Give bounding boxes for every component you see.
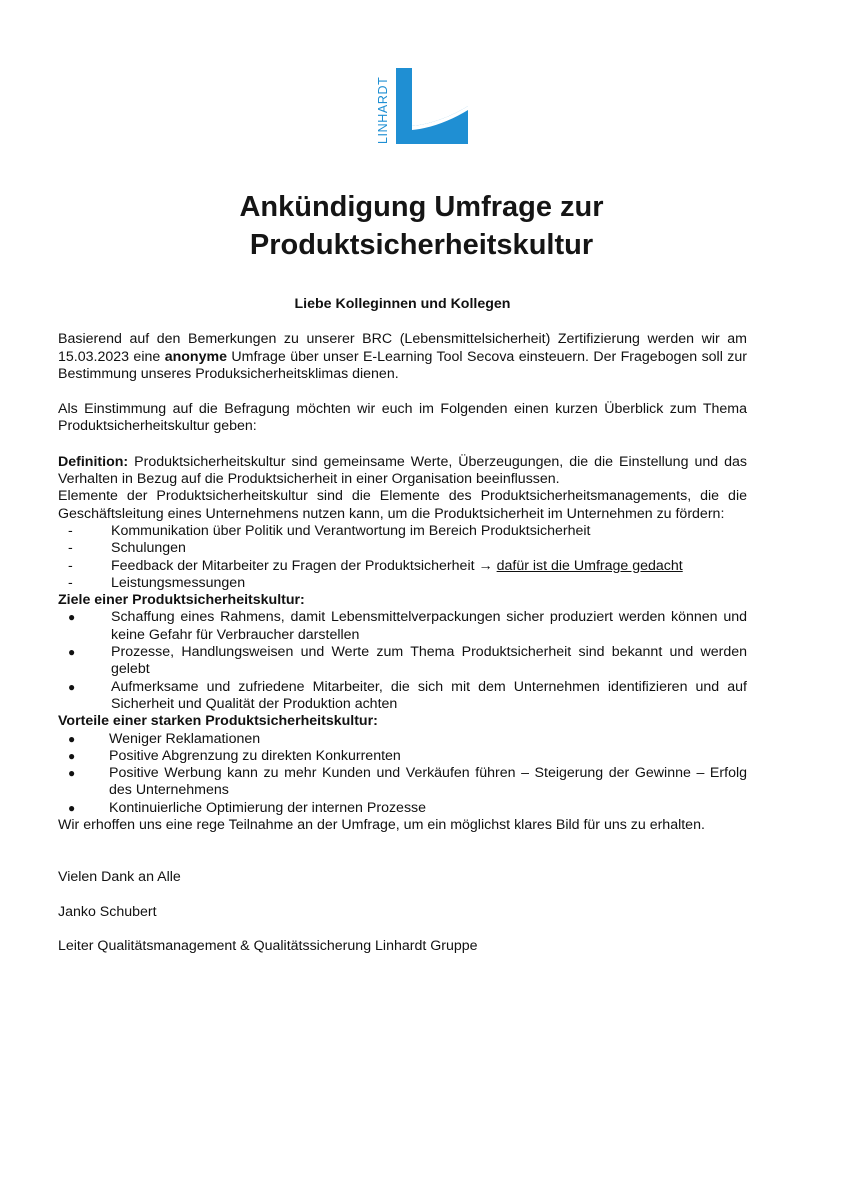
logo-text: LINHARDT: [376, 76, 390, 144]
greeting: Liebe Kolleginnen und Kollegen: [294, 296, 511, 312]
intro-text-2: Umfrage über unser E-Learning Tool Secova einsteuern. Der Fragebogen soll zur Bestimmung unseres Produksicherheitsklimas dienen.: [58, 348, 747, 382]
signature-role: Leiter Qualitätsmanagement & Qualitätssicherung Linhardt Gruppe: [58, 937, 478, 954]
survey-purpose-link: dafür ist die Umfrage gedacht: [496, 557, 683, 574]
dash-marker: -: [68, 540, 73, 557]
title-line-2: Produktsicherheitskultur: [249, 229, 594, 261]
list-item: - Feedback der Mitarbeiter zu Fragen der Produktsicherheit → dafür ist die Umfrage gedacht: [68, 557, 683, 574]
intro-bold: anonyme: [164, 348, 227, 365]
dash-marker: -: [68, 574, 73, 591]
list-item: ● Aufmerksame und zufriedene Mitarbeiter, die sich mit dem Unternehmen identifizieren und auf Sicherheit und Qualität der Produktion achten: [68, 678, 747, 712]
goals-list: [58, 609, 747, 713]
logo-graphic: [374, 66, 470, 146]
bullet-marker: ●: [68, 748, 76, 763]
elements-list: [58, 523, 747, 592]
title-line-1: Ankündigung Umfrage zur: [239, 191, 604, 223]
definition-text: Produktsicherheitskultur sind gemeinsame Werte, Überzeugungen, die die Einstellung und das Verhalten in Bezug auf die Produktsicherheit in einer Organisation beeinflussen.: [58, 453, 747, 488]
signature-name: Janko Schubert: [58, 903, 157, 920]
goals-heading: Ziele einer Produktsicherheitskultur:: [58, 592, 305, 609]
linhardt-logo: [374, 66, 470, 146]
list-item: ● Prozesse, Handlungsweisen und Werte zum Thema Produktsicherheit sind bekannt und werden gelebt: [68, 644, 747, 678]
elements-paragraph: Elemente der Produktsicherheitskultur sind die Elemente des Produktsicherheitsmanagements, die die Geschäftsleitung eines Unternehmens nutzen kann, um die Produktsicherheit im Unternehmen zu fördern:: [58, 488, 747, 522]
advantages-heading: Vorteile einer starken Produktsicherheitskultur:: [58, 713, 378, 730]
advantages-list: [58, 731, 747, 817]
closing-paragraph: Wir erhoffen uns eine rege Teilnahme an der Umfrage, um ein möglichst klares Bild für uns zu erhalten.: [58, 817, 705, 834]
letter-body: [58, 296, 747, 955]
list-item: - Kommunikation über Politik und Verantwortung im Bereich Produktsicherheit: [68, 522, 591, 539]
bullet-marker: ●: [68, 645, 76, 660]
list-item: ● Weniger Reklamationen: [68, 730, 261, 747]
intro-text-1: Basierend auf den Bemerkungen zu unserer BRC (Lebensmittelsicherheit) Zertifizierung werden wir am 15.03.2023 eine: [58, 331, 747, 365]
intro-paragraph: [58, 331, 747, 383]
bullet-marker: ●: [68, 610, 76, 625]
bullet-marker: ●: [68, 800, 76, 815]
dash-marker: -: [68, 522, 73, 539]
overview-paragraph: Als Einstimmung auf die Befragung möchten wir euch im Folgenden einen kurzen Überblick zum Thema Produktsicherheitskultur geben:: [58, 401, 747, 435]
page-title: [0, 188, 843, 264]
bullet-marker: ●: [68, 679, 76, 694]
definition-label: Definition:: [58, 453, 129, 470]
list-item: - Leistungsmessungen: [68, 574, 246, 591]
bullet-marker: ●: [68, 731, 76, 746]
definition-paragraph: [58, 454, 747, 489]
list-item: ● Positive Werbung kann zu mehr Kunden und Verkäufen führen – Steigerung der Gewinne – Erfolg des Unternehmens: [68, 765, 747, 799]
list-item: - Schulungen: [68, 540, 186, 557]
bullet-marker: ●: [68, 766, 76, 781]
list-item: ● Kontinuierliche Optimierung der internen Prozesse: [68, 799, 427, 816]
list-item: ● Positive Abgrenzung zu direkten Konkurrenten: [68, 747, 401, 764]
list-item: ● Schaffung eines Rahmens, damit Lebensmittelverpackungen sicher produziert werden können und keine Gefahr für Verbraucher darstellen: [68, 609, 747, 643]
dash-marker: -: [68, 557, 73, 574]
thanks-line: Vielen Dank an Alle: [58, 869, 181, 886]
